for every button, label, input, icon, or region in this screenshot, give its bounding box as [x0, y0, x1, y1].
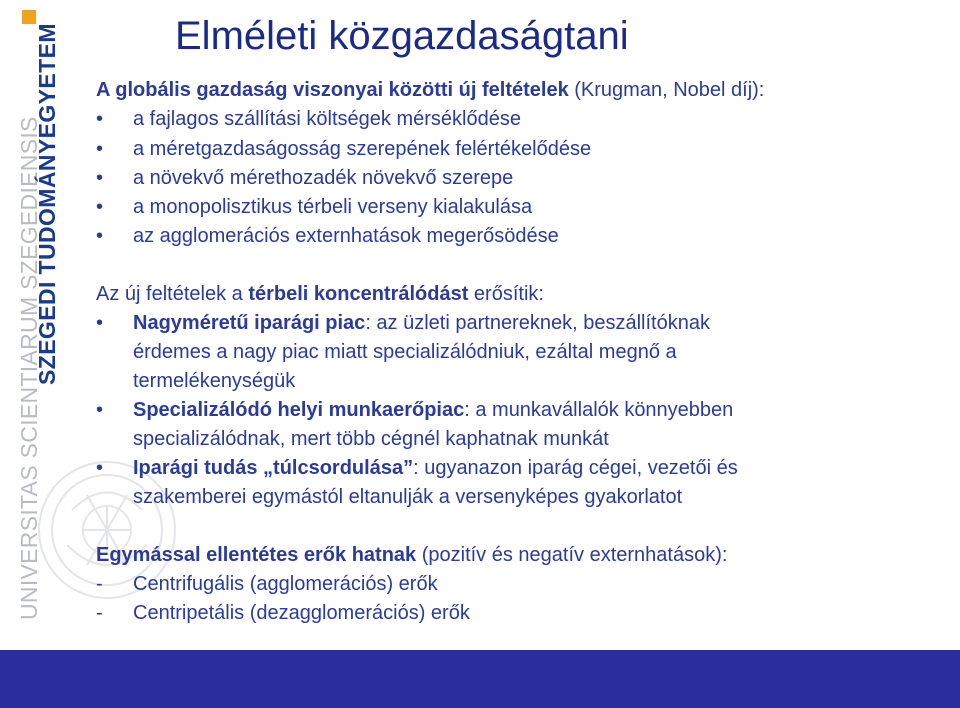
list-item: [133, 454, 738, 483]
section1-heading: [96, 76, 764, 105]
list-item: a méretgazdaságosság szerepének felértékelődése: [133, 138, 592, 160]
dash-icon: -: [96, 602, 103, 624]
section3-heading: [96, 541, 727, 570]
bullet-icon: •: [96, 399, 104, 421]
bullet-icon: •: [96, 196, 104, 218]
list-item: az agglomerációs externhatások megerősödése: [133, 225, 559, 247]
dash-icon: -: [96, 573, 103, 595]
list-item: Centrifugális (agglomerációs) erők: [133, 573, 438, 595]
item-bold-term: Iparági tudás „túlcsordulása”: [133, 457, 414, 479]
bullet-icon: •: [96, 167, 104, 189]
list-item-continuation: termelékenységük: [133, 370, 296, 392]
slide-title: Elméleti közgazdaságtani: [175, 14, 629, 58]
bullet-icon: •: [96, 225, 104, 247]
item-text: : az üzleti partnereknek, beszállítóknak: [365, 312, 710, 334]
university-name-vertical: SZEGEDI TUDOMÁNYEGYETEM: [34, 23, 60, 385]
footer-band: [0, 650, 960, 708]
list-item: [133, 396, 733, 425]
item-text: : ugyanazon iparág cégei, vezetői és: [413, 457, 738, 479]
list-item-continuation: szakemberei egymástól eltanulják a versenyképes gyakorlatot: [133, 486, 683, 508]
latin-name-vertical: UNIVERSITAS SCIENTIARUM SZEGEDIENSIS: [16, 116, 42, 620]
bullet-icon: •: [96, 138, 104, 160]
item-bold-term: Specializálódó helyi munkaerőpiac: [133, 399, 465, 421]
bullet-icon: •: [96, 457, 104, 479]
item-text: : a munkavállalók könnyebben: [464, 399, 734, 421]
bullet-icon: •: [96, 108, 104, 130]
section2-heading-pre: Az új feltételek a: [96, 283, 249, 305]
section2-heading-post: erősítik:: [468, 283, 544, 305]
section3-heading-bold: Egymással ellentétes erők hatnak: [96, 544, 417, 566]
section1-heading-rest: (Krugman, Nobel díj):: [568, 79, 765, 101]
list-item: [133, 309, 710, 338]
list-item: a monopolisztikus térbeli verseny kialakulása: [133, 196, 533, 218]
section2-heading: [96, 280, 544, 309]
section3-heading-rest: (pozitív és negatív externhatások):: [416, 544, 728, 566]
bullet-icon: •: [96, 312, 104, 334]
section1-heading-bold: A globális gazdaság viszonyai közötti új feltételek: [96, 79, 569, 101]
list-item: a fajlagos szállítási költségek mérséklődése: [133, 108, 521, 130]
list-item-continuation: érdemes a nagy piac miatt specializálódniuk, ezáltal megnő a: [133, 341, 677, 363]
list-item-continuation: specializálódnak, mert több cégnél kaphatnak munkát: [133, 428, 609, 450]
item-bold-term: Nagyméretű iparági piac: [133, 312, 366, 334]
section2-heading-bold: térbeli koncentrálódást: [248, 283, 469, 305]
list-item: Centripetális (dezagglomerációs) erők: [133, 602, 470, 624]
list-item: a növekvő mérethozadék növekvő szerepe: [133, 167, 514, 189]
